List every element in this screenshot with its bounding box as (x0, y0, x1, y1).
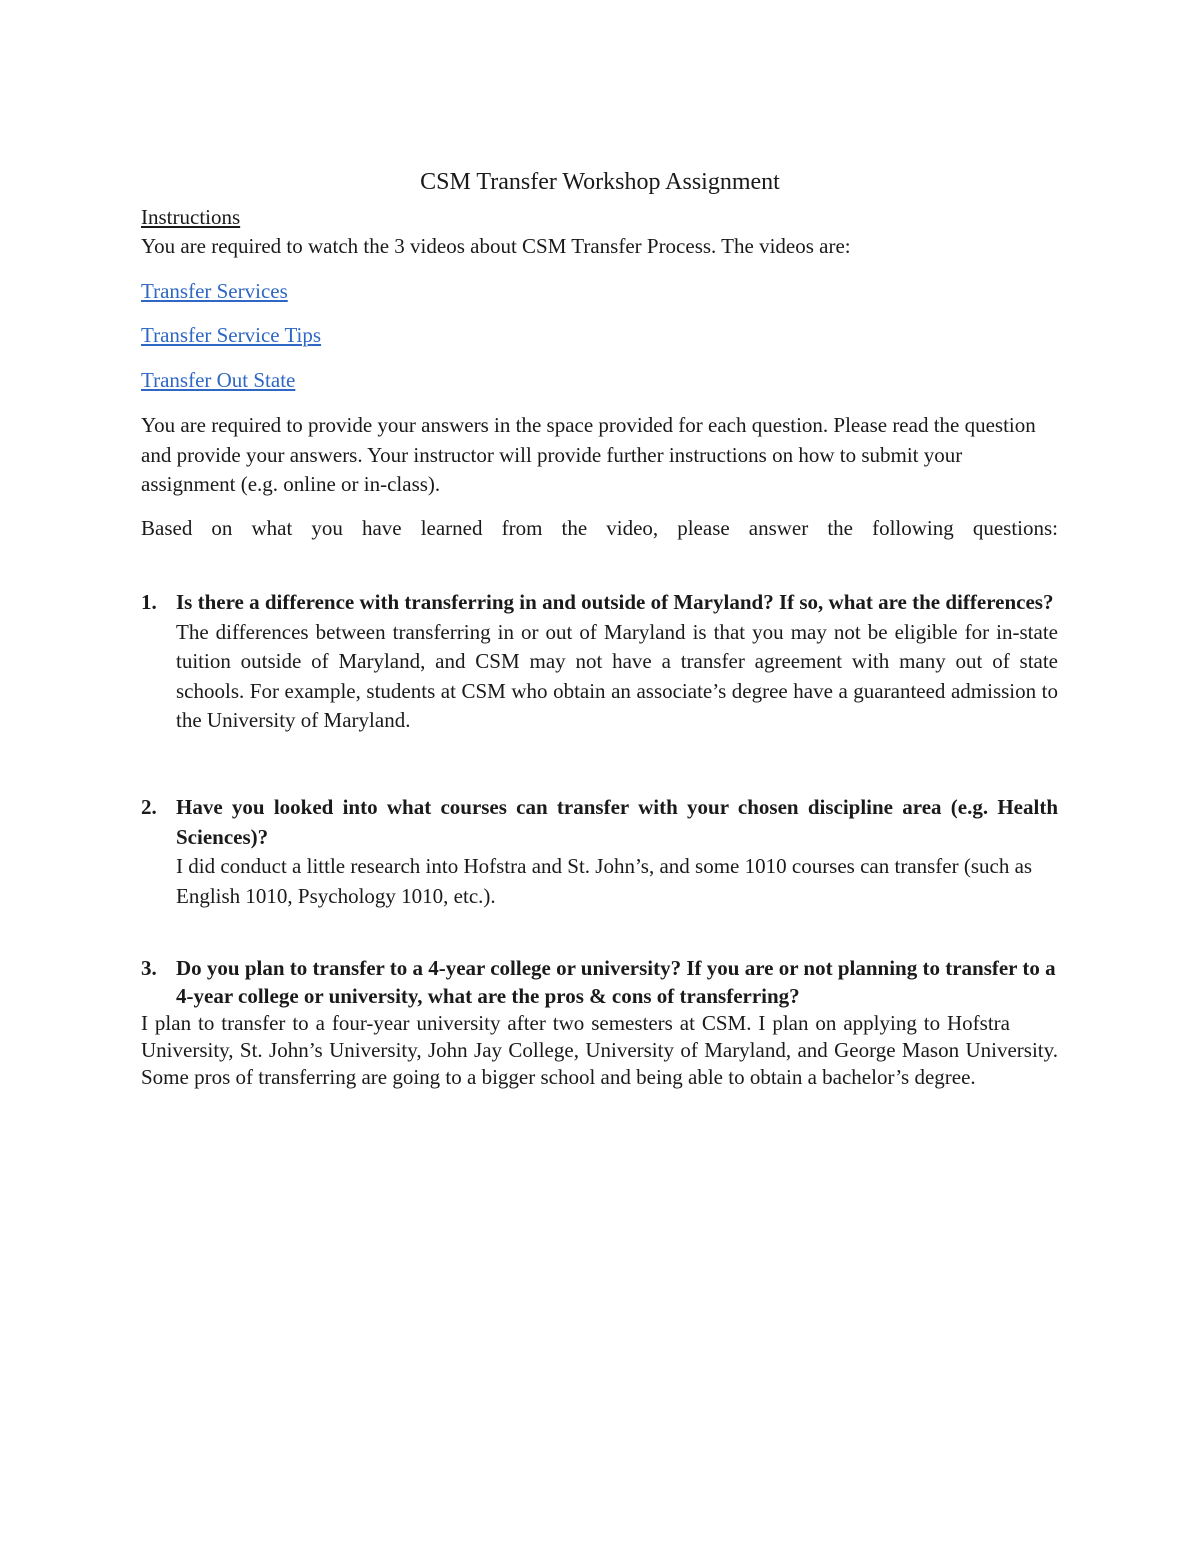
link-transfer-services[interactable] (141, 277, 1058, 307)
link-transfer-services-text[interactable]: Transfer Services (141, 279, 288, 303)
instructions-heading (141, 203, 1058, 233)
question-3-text: Do you plan to transfer to a 4-year college or university? If you are or not planning to transfer to a 4-year college or university, what are the pros & cons of transferring? (176, 956, 1056, 1008)
link-transfer-service-tips[interactable] (141, 321, 1058, 351)
question-2 (176, 793, 1058, 911)
question-2-text: Have you looked into what courses can transfer with your chosen discipline area (e.g. Health Sciences)? (176, 795, 1058, 849)
question-3-answer (141, 1010, 1058, 1091)
link-transfer-service-tips-text[interactable]: Transfer Service Tips (141, 323, 322, 347)
questions-prompt: Based on what you have learned from the video, please answer the following questions: (141, 516, 1058, 540)
question-2-number: 2. (141, 795, 157, 819)
link-transfer-out-state-text[interactable]: Transfer Out State (141, 368, 296, 392)
intro-text: You are required to watch the 3 videos about CSM Transfer Process. The videos are: (141, 234, 851, 258)
question-1-text: Is there a difference with transferring in and outside of Maryland? If so, what are the differences? (176, 590, 1054, 614)
question-3-answer-part1: I plan to transfer to a four-year university after two semesters at CSM. I plan on applying to Hofstra (141, 1011, 1010, 1035)
question-1-number: 1. (141, 590, 157, 614)
question-1 (176, 588, 1058, 736)
question-3-number: 3. (141, 956, 157, 980)
document-title: CSM Transfer Workshop Assignment (420, 169, 780, 195)
answer-instructions: You are required to provide your answers in the space provided for each question. Please read the question and provide your answers. Your instructor will provide further instructions on how to submit your assignment (e.g. online or in-class). (141, 413, 1036, 496)
question-2-answer: I did conduct a little research into Hofstra and St. John’s, and some 1010 courses can transfer (such as English 1010, Psychology 1010, etc.). (176, 854, 1033, 908)
question-1-answer: The differences between transferring in or out of Maryland is that you may not be eligible for in-state tuition outside of Maryland, and CSM may not have a transfer agreement with many out of state schools. For example, students at CSM who obtain an associate’s degree have a guaranteed admission to the University of Maryland. (176, 619, 1058, 732)
link-transfer-out-state[interactable] (141, 366, 1058, 396)
question-3-answer-part2: University, St. John’s University, John Jay College, University of Maryland, and George Mason University. Some pros of transferring are going to a bigger school and being able to obtain a bachelor’s degree. (141, 1038, 1058, 1089)
instructions-heading-text: Instructions (141, 205, 241, 229)
